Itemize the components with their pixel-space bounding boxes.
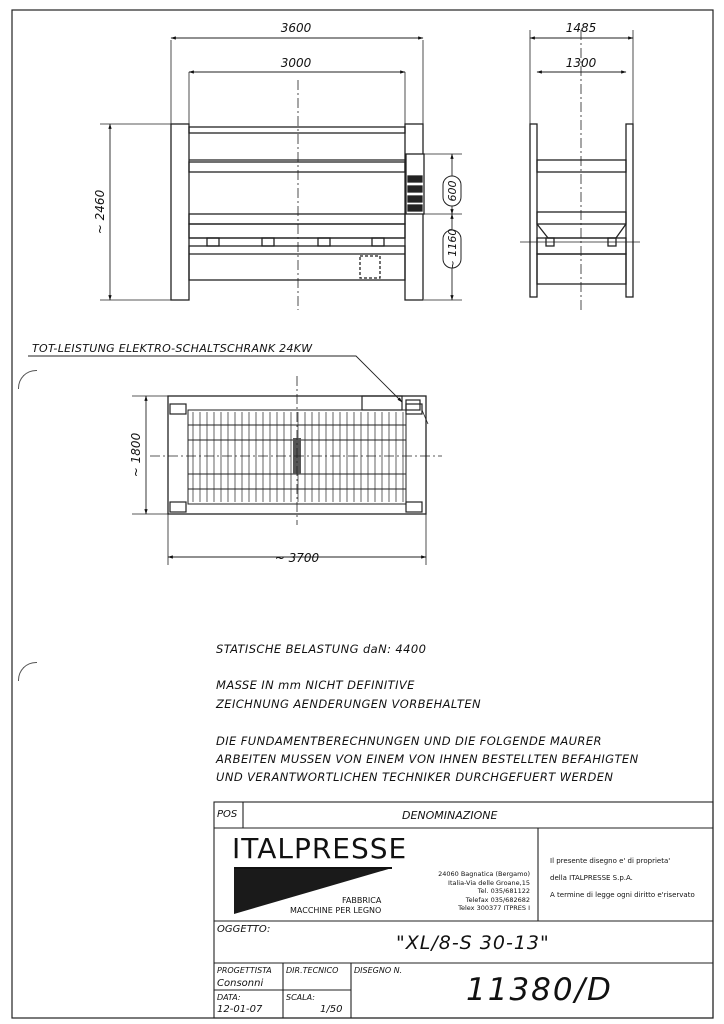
notice-line: A termine di legge ogni diritto e'riservato: [550, 891, 695, 899]
foundation-note-line3: UND VERANTWORTLICHEN TECHNIKER DURCHGEFUERT WERDEN: [216, 770, 614, 784]
denominazione-label: DENOMINAZIONE: [402, 809, 498, 822]
dim-front-height: ~ 2460: [93, 189, 107, 235]
static-load-note: STATISCHE BELASTUNG daN: 4400: [216, 642, 427, 656]
oggetto-value: "XL/8-S 30-13": [396, 932, 550, 954]
front-view: [100, 38, 462, 310]
side-view: [520, 30, 640, 310]
scala-label: SCALA:: [286, 993, 315, 1002]
macchine-text: MACCHINE PER LEGNO: [290, 906, 382, 915]
pos-label: POS: [217, 809, 238, 820]
disegno-value: 11380/D: [466, 972, 613, 1008]
oggetto-label: OGGETTO:: [217, 924, 271, 935]
dim-front-panel: 600: [446, 180, 459, 202]
dim-front-inner-width: 3000: [280, 56, 312, 70]
cabinet-power-label: TOT-LEISTUNG ELEKTRO-SCHALTSCHRANK 24KW: [32, 342, 313, 355]
notice-line: della ITALPRESSE S.p.A.: [550, 874, 633, 882]
address-line: Italia-Via delle Groane,15: [448, 878, 530, 887]
dim-side-total-depth: 1485: [565, 21, 597, 35]
company-logo: ITALPRESSE: [232, 832, 408, 865]
dim-front-total-width: 3600: [280, 21, 312, 35]
address-line: Telefax 035/682682: [465, 895, 530, 904]
masses-note-line1: MASSE IN mm NICHT DEFINITIVE: [216, 678, 415, 692]
address-line: Tel. 035/681122: [477, 887, 530, 895]
dir-tecnico-label: DIR.TECNICO: [286, 966, 339, 975]
foundation-note-line1: DIE FUNDAMENTBERECHNUNGEN UND DIE FOLGENDE MAURER: [216, 734, 602, 748]
address-line: Telex 300377 ITPRES I: [458, 904, 530, 912]
masses-note-line2: ZEICHNUNG AENDERUNGEN VORBEHALTEN: [216, 697, 482, 711]
property-notice: [550, 853, 695, 904]
plan-view: [28, 356, 442, 565]
dim-side-inner-depth: 1300: [565, 56, 597, 70]
address-line: 24060 Bagnatica (Bergamo): [438, 870, 530, 878]
scala-value: 1/50: [320, 1004, 343, 1015]
fabbrica-text: FABBRICA: [342, 896, 382, 905]
progettista-label: PROGETTISTA: [217, 966, 272, 975]
notice-line: Il presente disegno e' di proprieta': [550, 857, 671, 865]
data-label: DATA:: [217, 993, 241, 1002]
dim-plan-length: ~ 3700: [274, 551, 320, 565]
dim-front-base: ~ 1160: [446, 228, 459, 270]
progettista-value: Consonni: [217, 978, 264, 989]
foundation-note-line2: ARBEITEN MUSSEN VON EINEM VON IHNEN BESTELLTEN BEFAHIGTEN: [216, 752, 639, 766]
data-value: 12-01-07: [217, 1004, 263, 1015]
company-address: [412, 870, 530, 913]
dim-plan-depth: ~ 1800: [129, 432, 143, 478]
disegno-label: DISEGNO N.: [354, 966, 403, 975]
